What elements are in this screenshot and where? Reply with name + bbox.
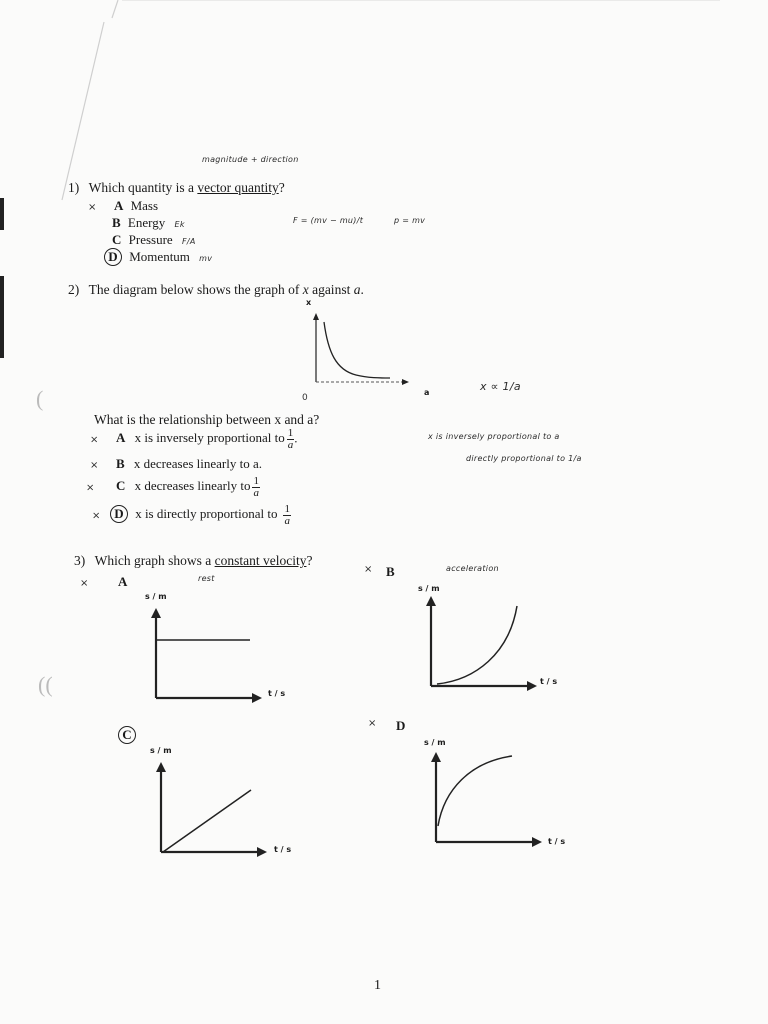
q2-graph-x-label: a bbox=[424, 388, 430, 397]
q1-option-d-letter: D bbox=[104, 248, 122, 266]
handwritten-note-top: magnitude + direction bbox=[202, 155, 299, 164]
q2-option-a-text: x is inversely proportional to bbox=[134, 430, 285, 446]
q3-graph-b-x-arrow bbox=[527, 681, 537, 691]
q2-option-c-letter: C bbox=[115, 478, 126, 494]
q3-graph-d-plot bbox=[431, 752, 542, 847]
q3-graph-b bbox=[425, 594, 545, 694]
q1-note-pressure: F/A bbox=[181, 237, 196, 246]
q1-formula-force: F = (mv − mu)/t bbox=[293, 216, 364, 225]
q3-graph-b-y-arrow bbox=[426, 596, 436, 606]
q1-note-momentum: mv bbox=[199, 254, 213, 263]
q1-option-d-text: Momentum bbox=[129, 249, 190, 264]
q3-graph-a-y-label: s / m bbox=[145, 592, 167, 601]
question-1-number: 1) bbox=[68, 180, 80, 195]
page-number: 1 bbox=[374, 978, 381, 993]
q3-graph-c-x-label: t / s bbox=[274, 845, 292, 854]
question-1 bbox=[68, 180, 285, 196]
q3-graph-d bbox=[430, 750, 550, 850]
q2-option-c-fraction: $\frac{1}{a}$ bbox=[253, 475, 259, 499]
q1-formula-momentum: p = mv bbox=[394, 216, 426, 225]
scan-edge-mark-bottom bbox=[0, 276, 4, 358]
q1-option-a-letter: A bbox=[113, 198, 124, 213]
q2-note-line2: directly proportional to 1/a bbox=[466, 454, 582, 463]
q2-option-d-fraction: $\frac{1}{a}$ bbox=[284, 503, 290, 527]
q3-graph-c-y-arrow bbox=[156, 762, 166, 772]
question-1-text: Which quantity is a vector quantity? bbox=[88, 180, 285, 195]
q3-graph-d-x-label: t / s bbox=[548, 837, 566, 846]
q2-graph-y-label: x bbox=[306, 298, 312, 307]
q2-y-arrow bbox=[313, 313, 319, 320]
q1-option-a-mark: × bbox=[88, 202, 97, 213]
q1-option-b-letter: B bbox=[112, 215, 121, 230]
q2-side-note: x ∝ 1/a bbox=[480, 380, 521, 393]
q3-graph-b-x-label: t / s bbox=[540, 677, 558, 686]
q2-note-line1: x is inversely proportional to a bbox=[428, 432, 560, 441]
question-2 bbox=[68, 282, 364, 298]
q3-graph-c-y-label: s / m bbox=[150, 746, 172, 755]
q2-graph bbox=[310, 312, 420, 392]
q3-graph-d-curve bbox=[438, 756, 512, 826]
q1-note-energy: Ek bbox=[174, 220, 185, 229]
q3-graph-b-curve bbox=[437, 606, 517, 684]
q2-option-b-mark: × bbox=[90, 460, 99, 471]
q3-graph-b-letter[interactable]: B bbox=[386, 564, 395, 579]
q2-option-d[interactable] bbox=[92, 504, 291, 527]
q3-graph-a-x-label: t / s bbox=[268, 689, 286, 698]
hole-punch-mark-2: (( bbox=[38, 672, 53, 697]
q3-graph-c-plot bbox=[156, 762, 267, 857]
question-3 bbox=[74, 553, 312, 569]
question-3-text: Which graph shows a constant velocity? bbox=[94, 553, 313, 568]
q3-graph-a bbox=[150, 606, 270, 706]
q2-option-d-text: x is directly proportional to bbox=[135, 506, 278, 522]
q3-graph-c-x-arrow bbox=[257, 847, 267, 857]
scan-edge-mark-top bbox=[0, 198, 4, 230]
hole-punch-mark-1: ( bbox=[36, 386, 44, 411]
q2-option-a-fraction: $\frac{1}{a}$ bbox=[287, 427, 294, 451]
q2-prompt: What is the relationship between x and a? bbox=[94, 412, 320, 427]
q1-option-a-text: Mass bbox=[130, 198, 159, 213]
q1-option-d[interactable] bbox=[104, 248, 212, 266]
q1-option-a[interactable] bbox=[88, 198, 158, 214]
q3-graph-c bbox=[155, 760, 275, 860]
q3-graph-a-plot bbox=[151, 608, 262, 703]
q2-option-b-letter: B bbox=[115, 456, 125, 471]
q3-graph-b-y-label: s / m bbox=[418, 584, 440, 593]
q1-option-b-text: Energy bbox=[127, 215, 166, 230]
q2-option-a[interactable]: × A x is inversely proportional to $\frac{1}{a}$ . bbox=[90, 427, 298, 451]
q3-graph-c-letter[interactable]: C bbox=[118, 726, 136, 744]
q3-graph-a-x-arrow bbox=[252, 693, 262, 703]
q2-option-a-mark: × bbox=[90, 434, 99, 446]
q3-graph-d-y-label: s / m bbox=[424, 738, 446, 747]
q2-x-arrow bbox=[402, 379, 409, 385]
q2-option-b-text: x decreases linearly to a. bbox=[133, 456, 262, 471]
q3-graph-d-x-arrow bbox=[532, 837, 542, 847]
q1-option-c[interactable] bbox=[112, 232, 196, 248]
q2-option-c[interactable] bbox=[86, 476, 260, 499]
question-3-number: 3) bbox=[74, 553, 86, 568]
q3-graph-a-note: rest bbox=[198, 574, 215, 583]
q2-option-d-letter: D bbox=[110, 505, 128, 523]
q2-inverse-curve bbox=[324, 322, 390, 378]
q3-graph-d-mark: × bbox=[368, 718, 377, 729]
q1-option-c-letter: C bbox=[112, 232, 122, 247]
q2-graph-origin: 0 bbox=[302, 393, 308, 403]
q3-graph-b-mark: × bbox=[364, 564, 373, 575]
q3-graph-d-letter[interactable]: D bbox=[396, 718, 406, 733]
q3-graph-a-letter[interactable]: A bbox=[118, 574, 128, 589]
q2-option-c-mark: × bbox=[86, 482, 95, 494]
q3-graph-a-mark: × bbox=[80, 578, 89, 589]
scan-fold-line bbox=[0, 0, 130, 200]
q3-graph-a-y-arrow bbox=[151, 608, 161, 618]
q2-option-a-letter: A bbox=[115, 430, 126, 446]
q1-option-b[interactable] bbox=[112, 215, 185, 231]
question-2-number: 2) bbox=[68, 282, 80, 297]
q3-graph-b-note: acceleration bbox=[446, 564, 499, 573]
question-2-text: The diagram below shows the graph of x against a. bbox=[88, 282, 364, 297]
q2-option-b[interactable] bbox=[90, 456, 262, 472]
q1-option-c-text: Pressure bbox=[128, 232, 173, 247]
q2-option-d-mark: × bbox=[92, 510, 101, 522]
q3-graph-d-y-arrow bbox=[431, 752, 441, 762]
q3-graph-b-plot bbox=[426, 596, 537, 691]
q3-graph-c-curve bbox=[163, 790, 251, 852]
q2-option-c-text: x decreases linearly to bbox=[134, 478, 251, 494]
